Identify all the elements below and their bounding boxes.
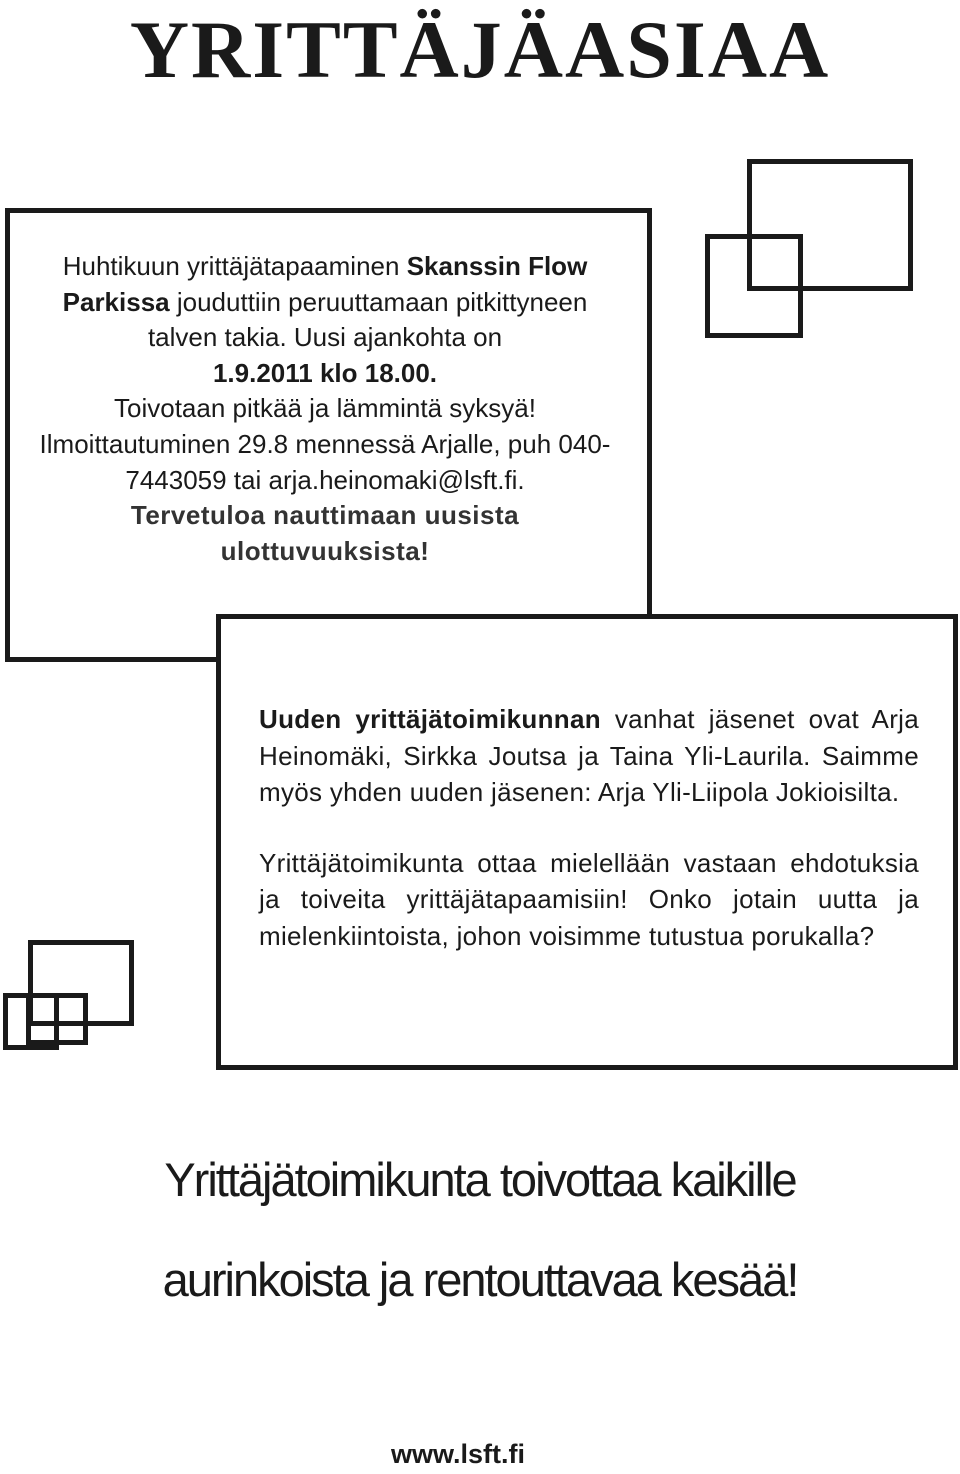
committee-members: vanhat jäsenet ovat Arja Heinomäki, Sirkka Joutsa ja Taina Yli-Laurila. Saimme myös yhden uuden jäsenen: Arja Yli-Liipola Jokioisilta. [259,704,919,807]
meeting-notice-text [30,249,620,569]
notice-intro: Huhtikuun yrittäjätapaaminen [62,251,407,281]
committee-feedback-paragraph: Yrittäjätoimikunta ottaa mielellään vastaan ehdotuksia ja toiveita yrittäjätapaamisiin! Onko jotain uutta ja mielenkiintoista, johon voisimme tutustua porukalla? [259,847,919,951]
page-title: YRITTÄJÄASIAA [129,4,831,95]
notice-registration: Toivotaan pitkää ja lämmintä syksyä! Ilmoittautuminen 29.8 mennessä Arjalle, puh 040-7443059 tai arja.heinomaki@lsft.fi. [39,393,611,495]
website-link[interactable]: www.lsft.fi [391,1439,525,1469]
notice-postponed: jouduttiin peruuttamaan pitkittyneen talven takia. Uusi ajankohta on [147,286,588,353]
notice-venue: Skanssin Flow Parkissa [62,251,588,317]
committee-heading: Uuden yrittäjätoimikunnan [259,704,601,734]
decorative-square-small-top [705,234,803,338]
greeting-line-2: aurinkoista ja rentouttavaa kesää! [162,1253,798,1306]
committee-box [216,614,958,1070]
notice-welcome: Tervetuloa nauttimaan uusista ulottuvuuksista! [130,500,520,566]
greeting-line-1: Yrittäjätoimikunta toivottaa kaikille [164,1153,796,1206]
decorative-square-inner-bottom [26,993,88,1045]
committee-members-paragraph [259,701,919,811]
meeting-notice-box [5,208,652,662]
notice-new-date: 1.9.2011 klo 18.00. [212,357,438,388]
committee-text [259,701,919,954]
